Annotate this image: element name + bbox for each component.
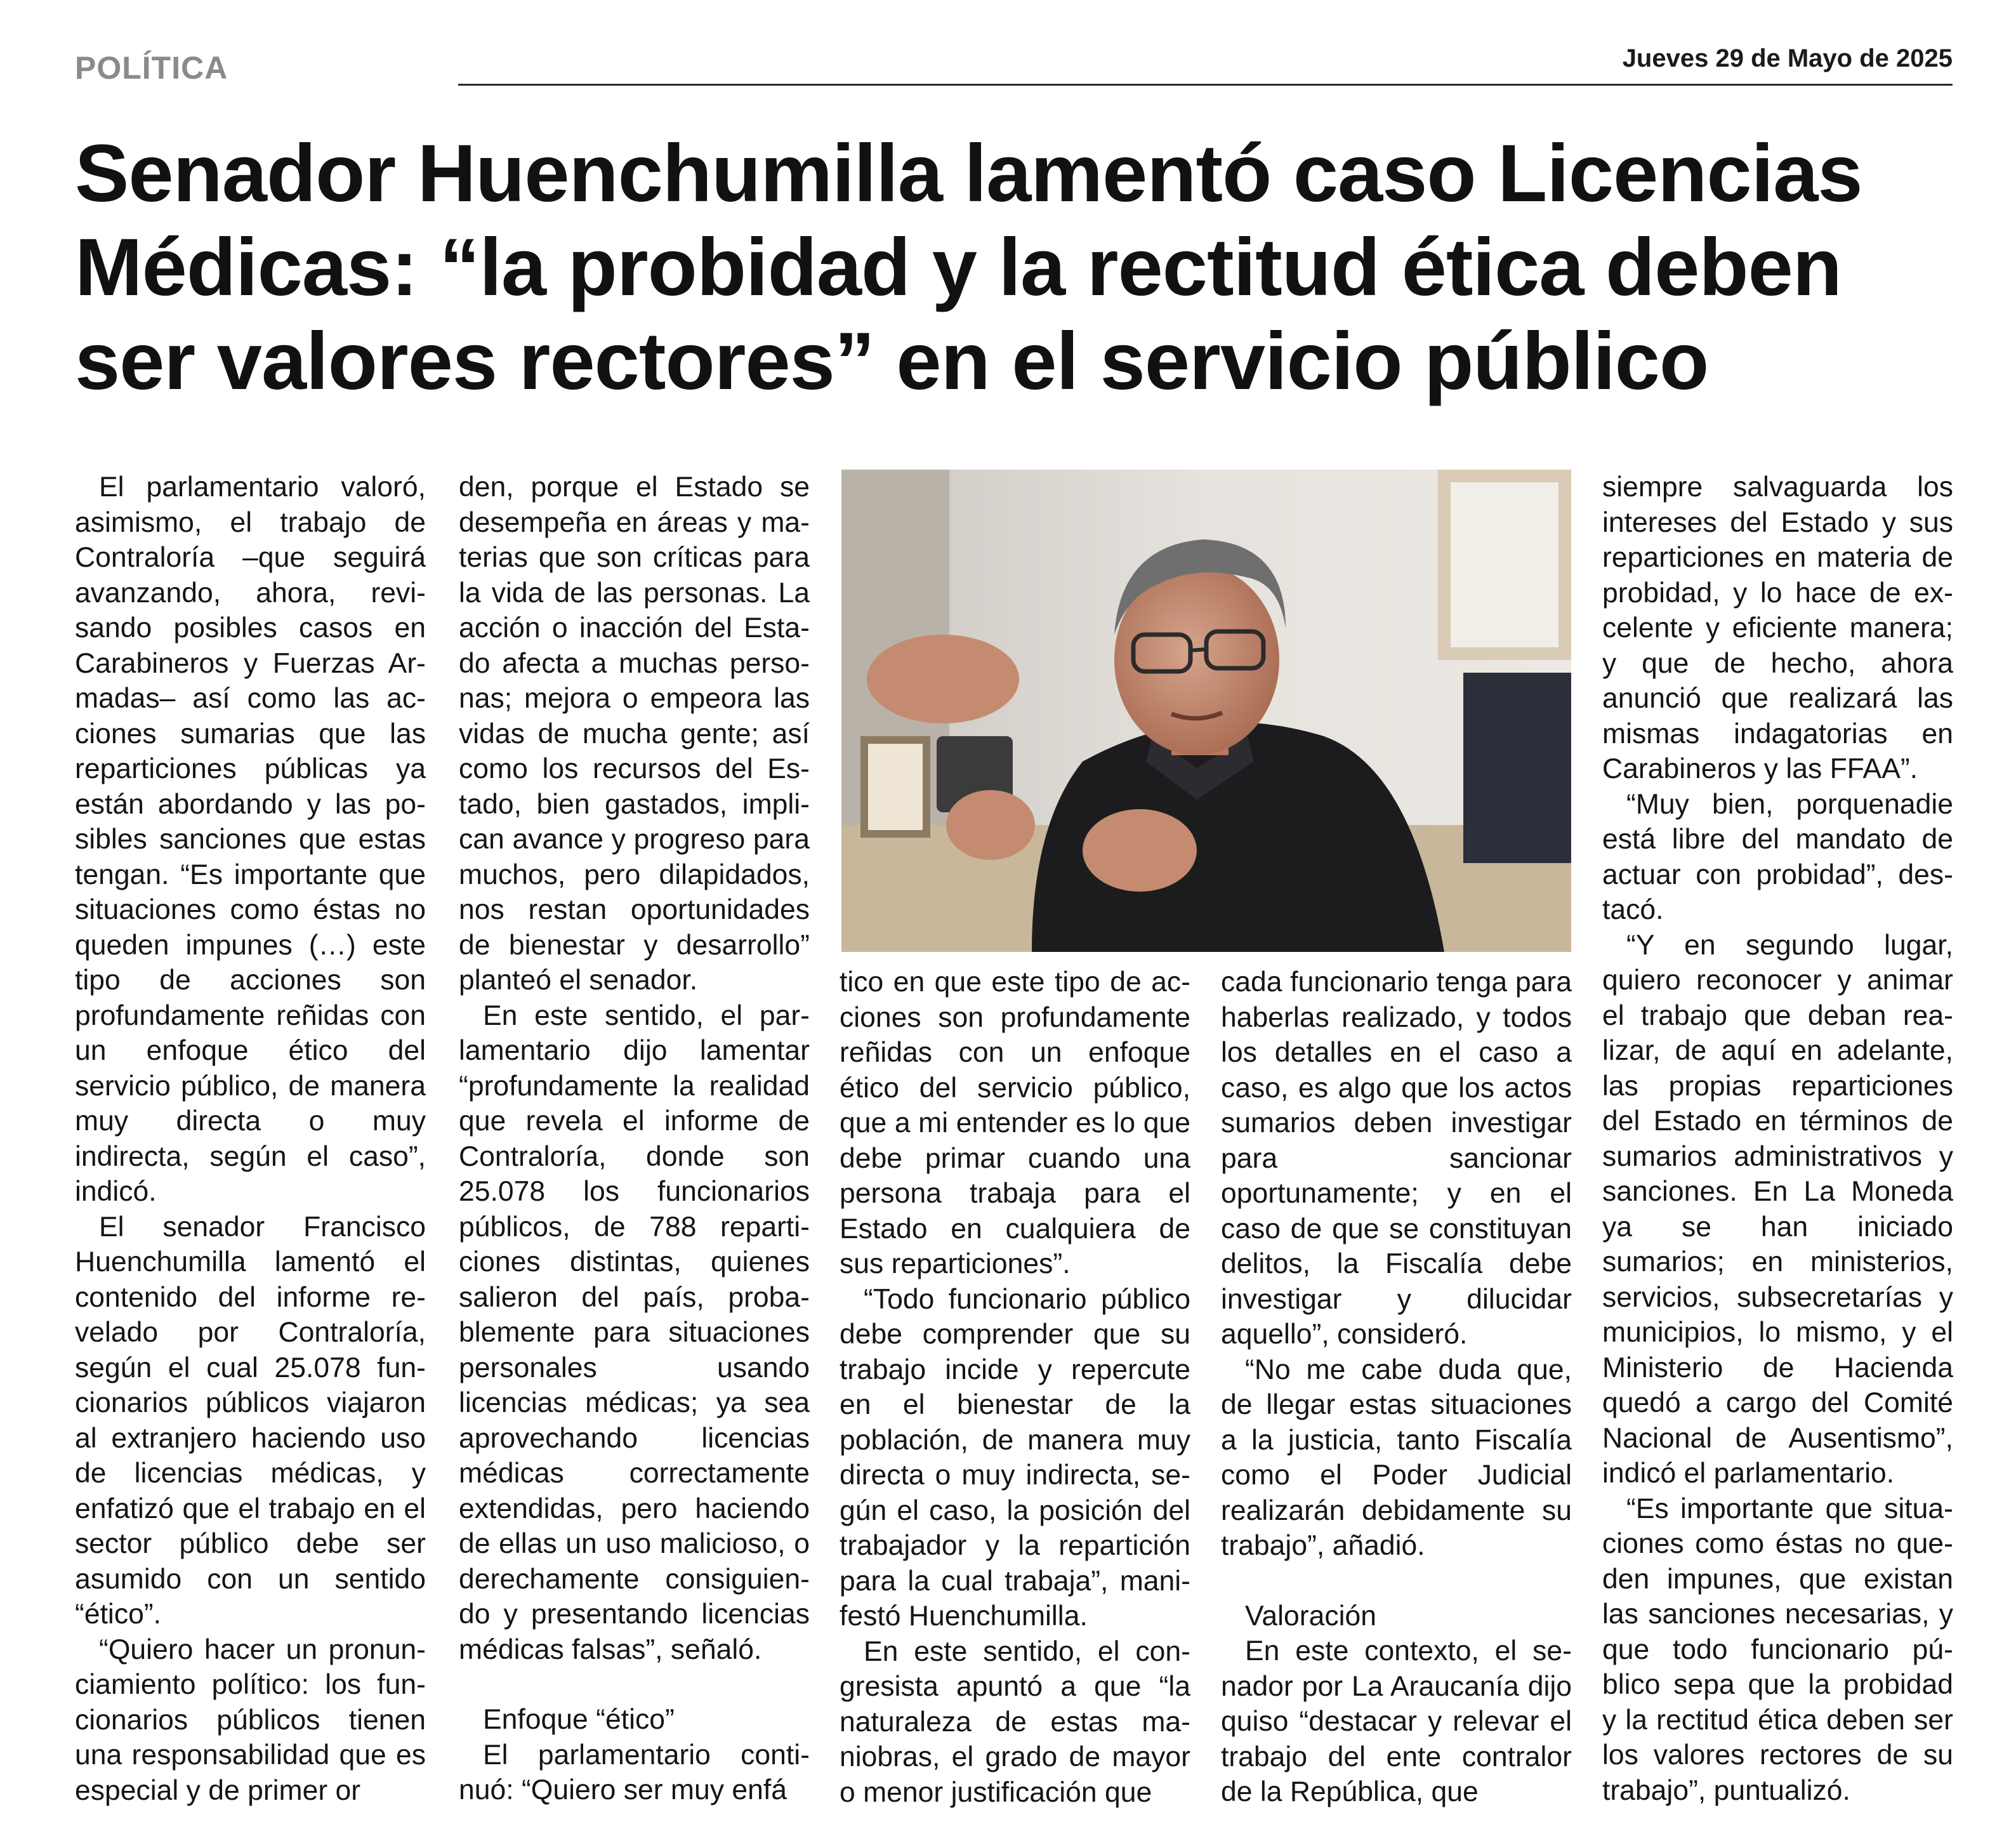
paragraph: El parlamentario continuó: “Quiero ser muy enfá (459, 1739, 810, 1805)
article-column-1 (75, 470, 426, 1808)
header-rule (458, 84, 1953, 86)
article-column-3 (840, 965, 1190, 1810)
paragraph: “Todo funcionario público debe comprender que su trabajo incide y repercute en el bienestar de la población, de manera muy directa o muy indirecta, según el caso, la posición del trabajador y la repartición para la cual trabaja”, manifestó Huenchumilla. (840, 1283, 1190, 1632)
article-column-2 (459, 470, 810, 1808)
paragraph: En este sentido, el parlamentario dijo lamentar “profundamente la realidad que revela el informe de Contraloría, donde son 25.078 los funcionarios públicos, de 788 reparticiones distintas, quienes salieron del país, probablemente para situaciones personales usando licencias médicas; ya sea aprovechando licencias médicas correctamente extendidas, pero haciendo de ellas un uso malicioso, o derechamente consiguiendo y presentando licencias médicas falsas”, señaló. (459, 1000, 810, 1665)
article-column-4 (1221, 965, 1572, 1810)
paragraph: tico en que este tipo de acciones son profundamente reñidas con un enfoque ético del servicio público, que a mi entender es lo que debe primar cuando una persona trabaja para el Estado en cualquiera de sus reparticiones”. (840, 967, 1190, 1279)
headline: Senador Huenchumilla lamentó caso Licencias Médicas: “la probidad y la rectitud ética deben ser valores rectores” en el servicio público (75, 128, 1862, 407)
paragraph: “Es importante que situaciones como éstas no queden impunes, que existan las sanciones necesarias, y que todo funcionario público sepa que la probidad y la rectitud ética deben ser los valores rectores de su trabajo”, puntualizó. (1602, 1493, 1953, 1806)
paragraph: El senador Francisco Huenchumilla lamentó el contenido del informe revelado por Contraloría, según el cual 25.078 funcionarios públicos viajaron al extranjero haciendo uso de licencias médicas, y enfatizó que el trabajo en el sector público debe ser asumido con un sentido “ético”. (75, 1211, 426, 1630)
article-column-5 (1602, 470, 1953, 1808)
paragraph: cada funcionario tenga para haberlas realizado, y todos los detalles en el caso a caso, es algo que los actos sumarios deben investigar para sancionar oportunamente; y en el caso de que se constituyan delitos, la Fiscalía debe investigar y dilucidar aquello”, consideró. (1221, 967, 1572, 1350)
paragraph: “Muy bien, porquenadie está libre del mandato de actuar con probidad”, destacó. (1602, 788, 1953, 925)
paragraph: En este sentido, el congresista apuntó a que “la naturaleza de estas maniobras, el grado de mayor o menor justificación que (840, 1635, 1190, 1808)
paragraph: “Quiero hacer un pronunciamiento político: los funcionarios públicos tienen una responsabilidad que es especial y de primer or (75, 1634, 426, 1806)
subheading-enfoque: Enfoque “ético” (483, 1704, 675, 1735)
senator-photo (841, 470, 1571, 952)
paragraph: “No me cabe duda que, de llegar estas situaciones a la justicia, tanto Fiscalía como el Poder Judicial realizarán debidamente su trabajo”, añadió. (1221, 1354, 1572, 1561)
paragraph: den, porque el Estado se desempeña en áreas y materias que son críticas para la vida de las personas. La acción o inacción del Estado afecta a muchas personas; mejora o empeora las vidas de mucha gente; así como los recursos del Estado, bien gastados, implican avance y progreso para muchos, pero dilapidados, nos restan oportunidades de bienestar y desarrollo” planteó el senador. (459, 472, 810, 996)
paragraph: En este contexto, el senador por La Araucanía dijo quiso “destacar y relevar el trabajo del ente contralor de la República, que (1221, 1635, 1572, 1807)
subheading-valoracion: Valoración (1245, 1600, 1376, 1632)
section-label: POLÍTICA (75, 50, 228, 86)
paragraph: “Y en segundo lugar, quiero reconocer y animar el trabajo que deban realizar, de aquí en adelante, las propias reparticiones del Estado en términos de sumarios administrativos y sanciones. En La Moneda ya se han iniciado sumarios; en ministerios, servicios, subsecretarías y municipios, lo mismo, y el Ministerio de Hacienda quedó a cargo del Comité Nacional de Ausentismo”, indicó el parlamentario. (1602, 929, 1953, 1489)
paragraph: El parlamentario valoró, asimismo, el trabajo de Contraloría –que seguirá avanzando, ahora, revisando posibles casos en Carabineros y Fuerzas Armadas– así como las acciones sumarias que las reparticiones públicas ya están abordando y las posibles sanciones que estas tengan. “Es importante que situaciones como éstas no queden impunes (…) este tipo de acciones son profundamente reñidas con un enfoque ético del servicio público, de manera muy directa o muy indirecta, según el caso”, indicó. (75, 472, 426, 1207)
issue-date: Jueves 29 de Mayo de 2025 (1622, 44, 1953, 72)
paragraph: siempre salvaguarda los intereses del Estado y sus reparticiones en materia de probidad, y lo hace de excelente y eficiente manera; y que de hecho, ahora anunció que realizará las mismas indagatorias en Carabineros y las FFAA”. (1602, 472, 1953, 784)
